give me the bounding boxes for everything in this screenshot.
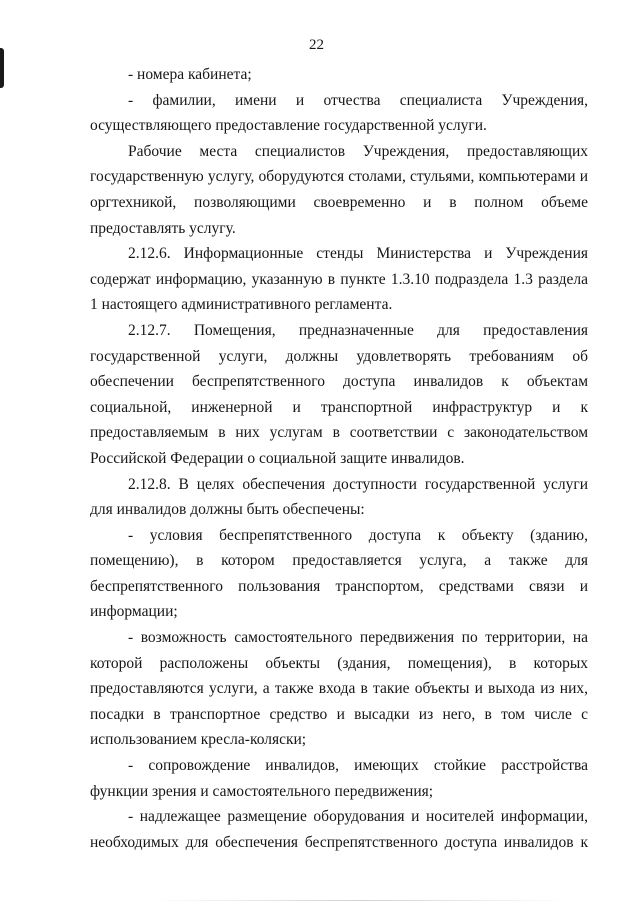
- paragraph-workplaces: Рабочие места специалистов Учреждения, предоставляющих государственную услугу, оборудуются столами, стульями, компьютерами и оргтехникой, позволяющими своевременно и в полном объеме предоставлять услугу.: [90, 142, 588, 237]
- document-body: [90, 62, 588, 855]
- paragraph-2-12-6: 2.12.6. Информационные стенды Министерства и Учреждения содержат информацию, указанную в пункте 1.3.10 подраздела 1.3 раздела 1 настоящего административного регламента.: [90, 245, 588, 314]
- scan-bottom-edge: [150, 900, 570, 901]
- paragraph-equipment-placement: - надлежащее размещение оборудования и носителей информации, необходимых для обеспечения беспрепятственного доступа инвалидов к: [90, 808, 588, 851]
- paragraph-2-12-8: 2.12.8. В целях обеспечения доступности государственной услуги для инвалидов должны быть обеспечены:: [90, 475, 588, 519]
- paragraph-2-12-7: 2.12.7. Помещения, предназначенные для предоставления государственной услуги, должны удовлетворять требованиям об обеспечении беспрепятственного доступа инвалидов к объектам социальной, инженерной и транспортной инфраструктур и к предоставляемым в них услугам в соответствии с законодательством Российской Федерации о социальной защите инвалидов.: [90, 321, 588, 467]
- paragraph-specialist-name: - фамилии, имени и отчества специалиста Учреждения, осуществляющего предоставление государственной услуги.: [90, 91, 588, 135]
- paragraph-escort: - сопровождение инвалидов, имеющих стойкие расстройства функции зрения и самостоятельного передвижения;: [90, 757, 588, 800]
- binding-edge-mark: [0, 48, 4, 88]
- paragraph-independent-movement: - возможность самостоятельного передвижения по территории, на которой расположены объекты (здания, помещения), в которых предоставляются услуги, а также входа в такие объекты и выхода из них, посадки в транспортное средство и высадки из него, в том числе с использованием кресла-коляски;: [90, 629, 588, 749]
- paragraph-access-conditions: - условия беспрепятственного доступа к объекту (зданию, помещению), в котором предоставляется услуга, а также для беспрепятственного пользования транспортом, средствами связи и информации;: [90, 526, 588, 621]
- paragraph-room-number: - номера кабинета;: [128, 66, 252, 83]
- page-number: 22: [309, 37, 324, 53]
